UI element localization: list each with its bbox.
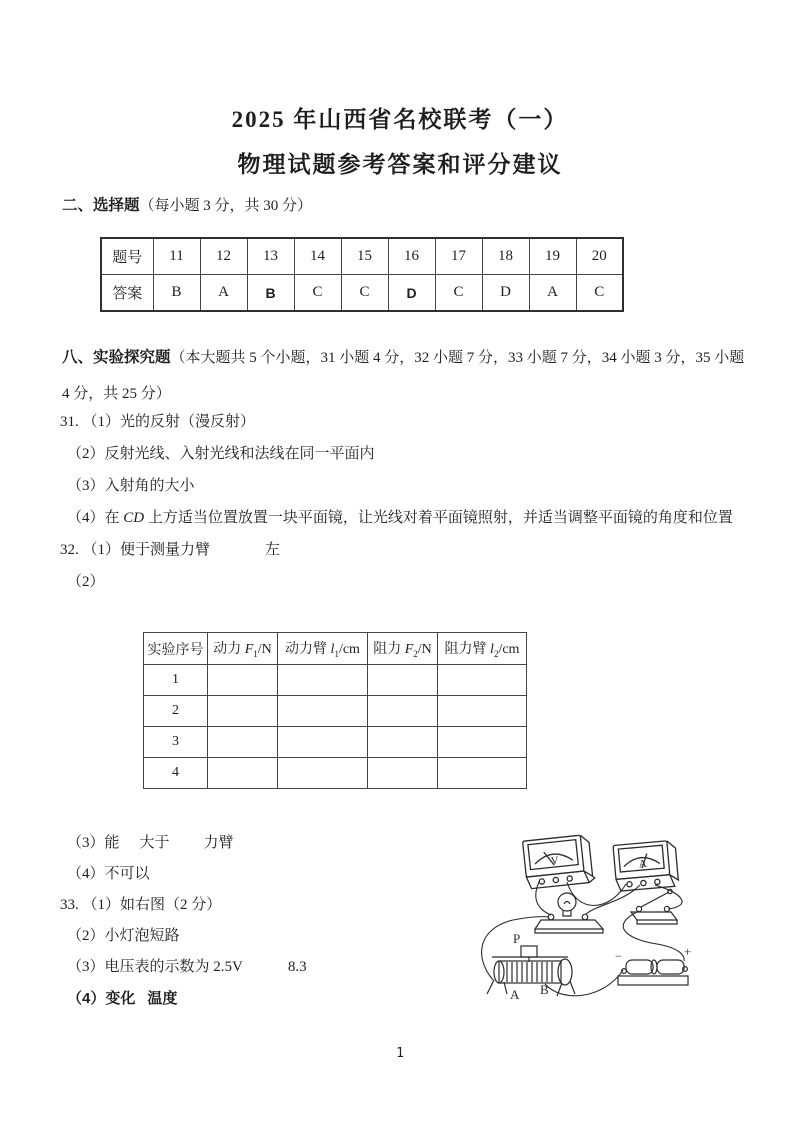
answer-line-32-1 (60, 534, 760, 566)
row-label: 题号 (101, 238, 153, 275)
empty-cell (278, 665, 368, 696)
blank-answer: 左 (265, 542, 281, 558)
empty-cell (368, 758, 438, 789)
question-number: 14 (294, 238, 341, 275)
empty-cell (438, 696, 527, 727)
section-choice-note: （每小题 3 分，共 30 分） (139, 198, 313, 214)
col-label-subscript: 2 (413, 648, 418, 659)
question-number: 17 (435, 238, 482, 275)
rheostat (487, 931, 575, 1002)
empty-cell (278, 727, 368, 758)
answer-line-33-3 (60, 952, 490, 983)
empty-cell (438, 758, 527, 789)
answers-block-q31-q32 (60, 406, 760, 598)
answer-line-31-3: （3）入射角的大小 (67, 478, 195, 494)
answer-cell: A (529, 275, 576, 312)
page-title: 2025 年山西省名校联考（一） (231, 107, 569, 132)
exp-col-force2 (368, 633, 438, 665)
col-label-subscript: 1 (334, 648, 339, 659)
line-text: （3）能 (67, 835, 120, 851)
col-label-symbol: l (330, 642, 335, 658)
wire-rheostat-to-bulb (482, 917, 549, 980)
serial-cell: 4 (144, 758, 208, 789)
empty-cell (438, 665, 527, 696)
col-label-symbol: F (244, 642, 254, 658)
rheostat-slider-label: P (513, 931, 521, 946)
blank-answer: 大于 (139, 835, 170, 851)
col-label-text: 阻力 (373, 642, 405, 658)
exp-col-force1 (208, 633, 278, 665)
wire-switch-to-battery (623, 911, 684, 961)
question-number: 12 (200, 238, 247, 275)
answer-cell: C (576, 275, 623, 312)
row-label: 答案 (101, 275, 153, 312)
blank-answer: 力臂 (203, 835, 234, 851)
question-number: 18 (482, 238, 529, 275)
rheostat-terminal-a-label: A (510, 987, 520, 1002)
answers-block-q33 (60, 828, 490, 1014)
table-row-numbers (101, 238, 623, 275)
answer-line-33-4 (60, 983, 490, 1014)
switch (631, 889, 677, 924)
col-label-unit: /N (417, 642, 432, 658)
empty-cell (368, 665, 438, 696)
question-number: 16 (388, 238, 435, 275)
col-label-unit: /N (257, 642, 272, 658)
choice-answer-table (100, 237, 624, 312)
table-header-row (144, 633, 527, 665)
col-label-unit: /cm (338, 642, 360, 658)
page-number: 1 (396, 1046, 404, 1061)
page-subtitle: 物理试题参考答案和评分建议 (237, 152, 563, 177)
empty-cell (368, 696, 438, 727)
answer-line-31-2: （2）反射光线、入射光线和法线在同一平面内 (67, 446, 375, 462)
section-choice-heading (62, 193, 312, 215)
wire-ammeter-to-bulb (586, 885, 640, 914)
question-number: 11 (153, 238, 200, 275)
battery-pack (615, 944, 691, 985)
empty-cell (368, 727, 438, 758)
answer-cell: C (435, 275, 482, 312)
answer-cell: C (341, 275, 388, 312)
question-number: 20 (576, 238, 623, 275)
answer-line-33-1: 33. （1）如右图（2 分） (60, 897, 222, 913)
col-label-unit: /cm (498, 642, 520, 658)
col-label-symbol: l (490, 642, 494, 658)
battery-plus-label: + (684, 944, 692, 959)
empty-cell (438, 727, 527, 758)
section-choice-title: 二、选择题 (62, 197, 140, 214)
table-row-answers (101, 275, 623, 312)
table-row (144, 696, 527, 727)
section-experiment-title: 八、实验探究题 (62, 349, 171, 366)
answer-line-33-2: （2）小灯泡短路 (67, 928, 180, 944)
empty-cell (208, 696, 278, 727)
serial-cell: 1 (144, 665, 208, 696)
ammeter (613, 840, 679, 891)
section-experiment-heading (62, 340, 754, 412)
serial-cell: 2 (144, 696, 208, 727)
empty-cell (208, 727, 278, 758)
exp-col-arm1 (278, 633, 368, 665)
answer-cell: A (200, 275, 247, 312)
table-row (144, 665, 527, 696)
line-text: 上方适当位置放置一块平面镜，让光线对着平面镜照射，并适当调整平面镜的角度和位置 (144, 510, 733, 526)
answer-line-32-2: （2） (67, 574, 105, 590)
exp-col-arm2 (438, 633, 527, 665)
voltmeter-label: V (550, 854, 560, 868)
blank-answer: 8.3 (287, 959, 307, 975)
variable-cd: CD (123, 510, 145, 526)
answer-line-32-4: （4）不可以 (67, 866, 150, 882)
ammeter-label: A (638, 857, 648, 871)
answer-cell: B (153, 275, 200, 312)
voltmeter (523, 834, 596, 889)
answer-line-31-1: 31. （1）光的反射（漫反射） (60, 414, 256, 430)
light-bulb (535, 893, 603, 933)
line-text: 32. （1）便于测量力臂 (60, 542, 211, 558)
answer-cell: D (482, 275, 529, 312)
section-experiment-note: （本大题共 5 个小题，31 小题 4 分，32 小题 7 分，33 小题 7 分，34 小题 3 分，35 小题 4 分，共 25 分） (62, 350, 745, 402)
table-row (144, 727, 527, 758)
rheostat-terminal-b-label: B (540, 982, 549, 997)
answer-line-31-4 (60, 502, 760, 534)
col-label-subscript: 1 (253, 648, 258, 659)
col-label-text: 阻力臂 (444, 642, 491, 658)
answer-cell: D (388, 275, 435, 312)
col-label-text: 动力 (213, 642, 245, 658)
table-row (144, 758, 527, 789)
blank-answer: 温度 (147, 990, 178, 1007)
answer-line-32-3 (60, 828, 490, 859)
question-number: 15 (341, 238, 388, 275)
empty-cell (278, 696, 368, 727)
question-number: 19 (529, 238, 576, 275)
col-label-text: 动力臂 (285, 642, 331, 658)
battery-minus-label: − (615, 949, 622, 963)
experiment-record-table (143, 632, 527, 789)
line-text: （4）在 (67, 510, 124, 526)
question-number: 13 (247, 238, 294, 275)
empty-cell (208, 665, 278, 696)
col-label-symbol: F (404, 642, 414, 658)
serial-cell: 3 (144, 727, 208, 758)
line-text: （3）电压表的示数为 2.5V (67, 959, 243, 975)
answer-cell: B (247, 275, 294, 312)
line-text: （4）变化 (67, 990, 136, 1007)
empty-cell (208, 758, 278, 789)
answer-cell: C (294, 275, 341, 312)
empty-cell (278, 758, 368, 789)
circuit-diagram-figure (477, 830, 747, 1008)
col-label-subscript: 2 (493, 648, 499, 659)
exp-col-serial: 实验序号 (144, 633, 208, 665)
